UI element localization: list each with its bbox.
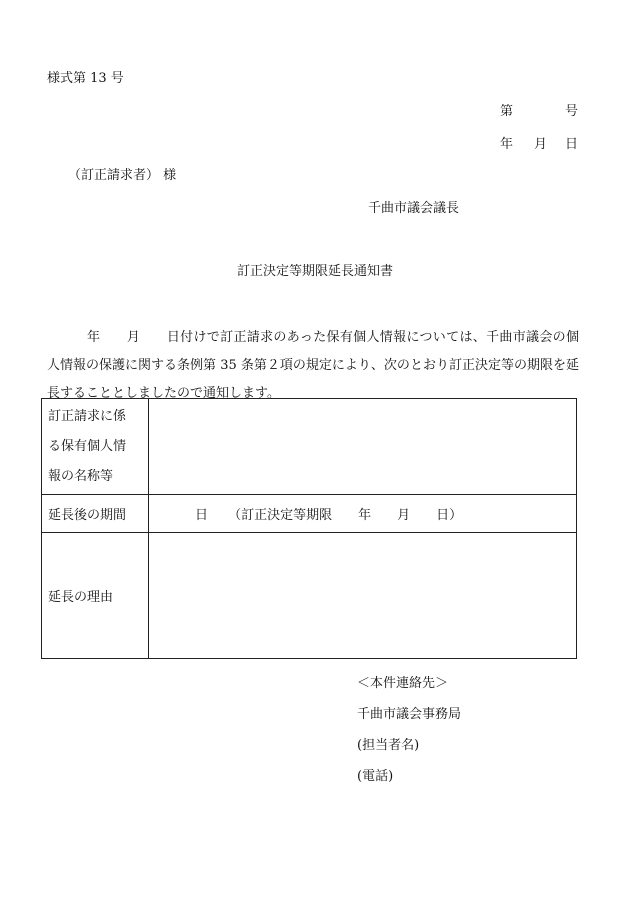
extension-reason-value <box>149 533 577 659</box>
info-name-label-line: 報の名称等 <box>48 468 114 484</box>
document-number-suffix: 号 <box>564 104 578 119</box>
info-name-label-line: 訂正請求に係 <box>48 408 127 424</box>
table-row <box>42 533 577 659</box>
information-table <box>41 398 577 659</box>
date-month: 月 <box>534 137 548 152</box>
extended-deadline: （訂正決定等期限 年 月 日） <box>228 508 463 523</box>
info-name-label-line: る保有個人情 <box>48 438 127 454</box>
document-number-prefix: 第 <box>500 104 514 119</box>
document-number <box>500 104 578 120</box>
date-day: 日 <box>564 137 578 152</box>
extended-period-value <box>149 495 577 533</box>
info-name-value <box>149 399 577 495</box>
date-year: 年 <box>500 137 514 152</box>
contact-phone: (電話) <box>357 769 394 784</box>
info-name-label <box>42 399 149 495</box>
sender: 千曲市議会議長 <box>368 201 460 216</box>
table-row <box>42 495 577 533</box>
contact-heading: ＜本件連絡先＞ <box>357 676 449 691</box>
document-title: 訂正決定等期限延長通知書 <box>236 264 393 279</box>
body-paragraph: 年 月 日付けで訂正請求のあった保有個人情報については、千曲市議会の個人情報の保護に関する条例第 35 条第２項の規定により、次のとおり訂正決定等の期限を延長することとしましたので通知します。 <box>47 330 579 401</box>
contact-person: (担当者名) <box>357 738 420 753</box>
table-row <box>42 399 577 495</box>
contact-office: 千曲市議会事務局 <box>357 707 462 722</box>
extension-reason-label: 延長の理由 <box>42 533 149 659</box>
form-number: 様式第 13 号 <box>47 71 124 86</box>
contact-block <box>357 668 461 792</box>
extended-period-label: 延長後の期間 <box>42 495 149 533</box>
extended-period-day: 日 <box>195 508 209 523</box>
addressee: （訂正請求者） 様 <box>68 168 177 183</box>
